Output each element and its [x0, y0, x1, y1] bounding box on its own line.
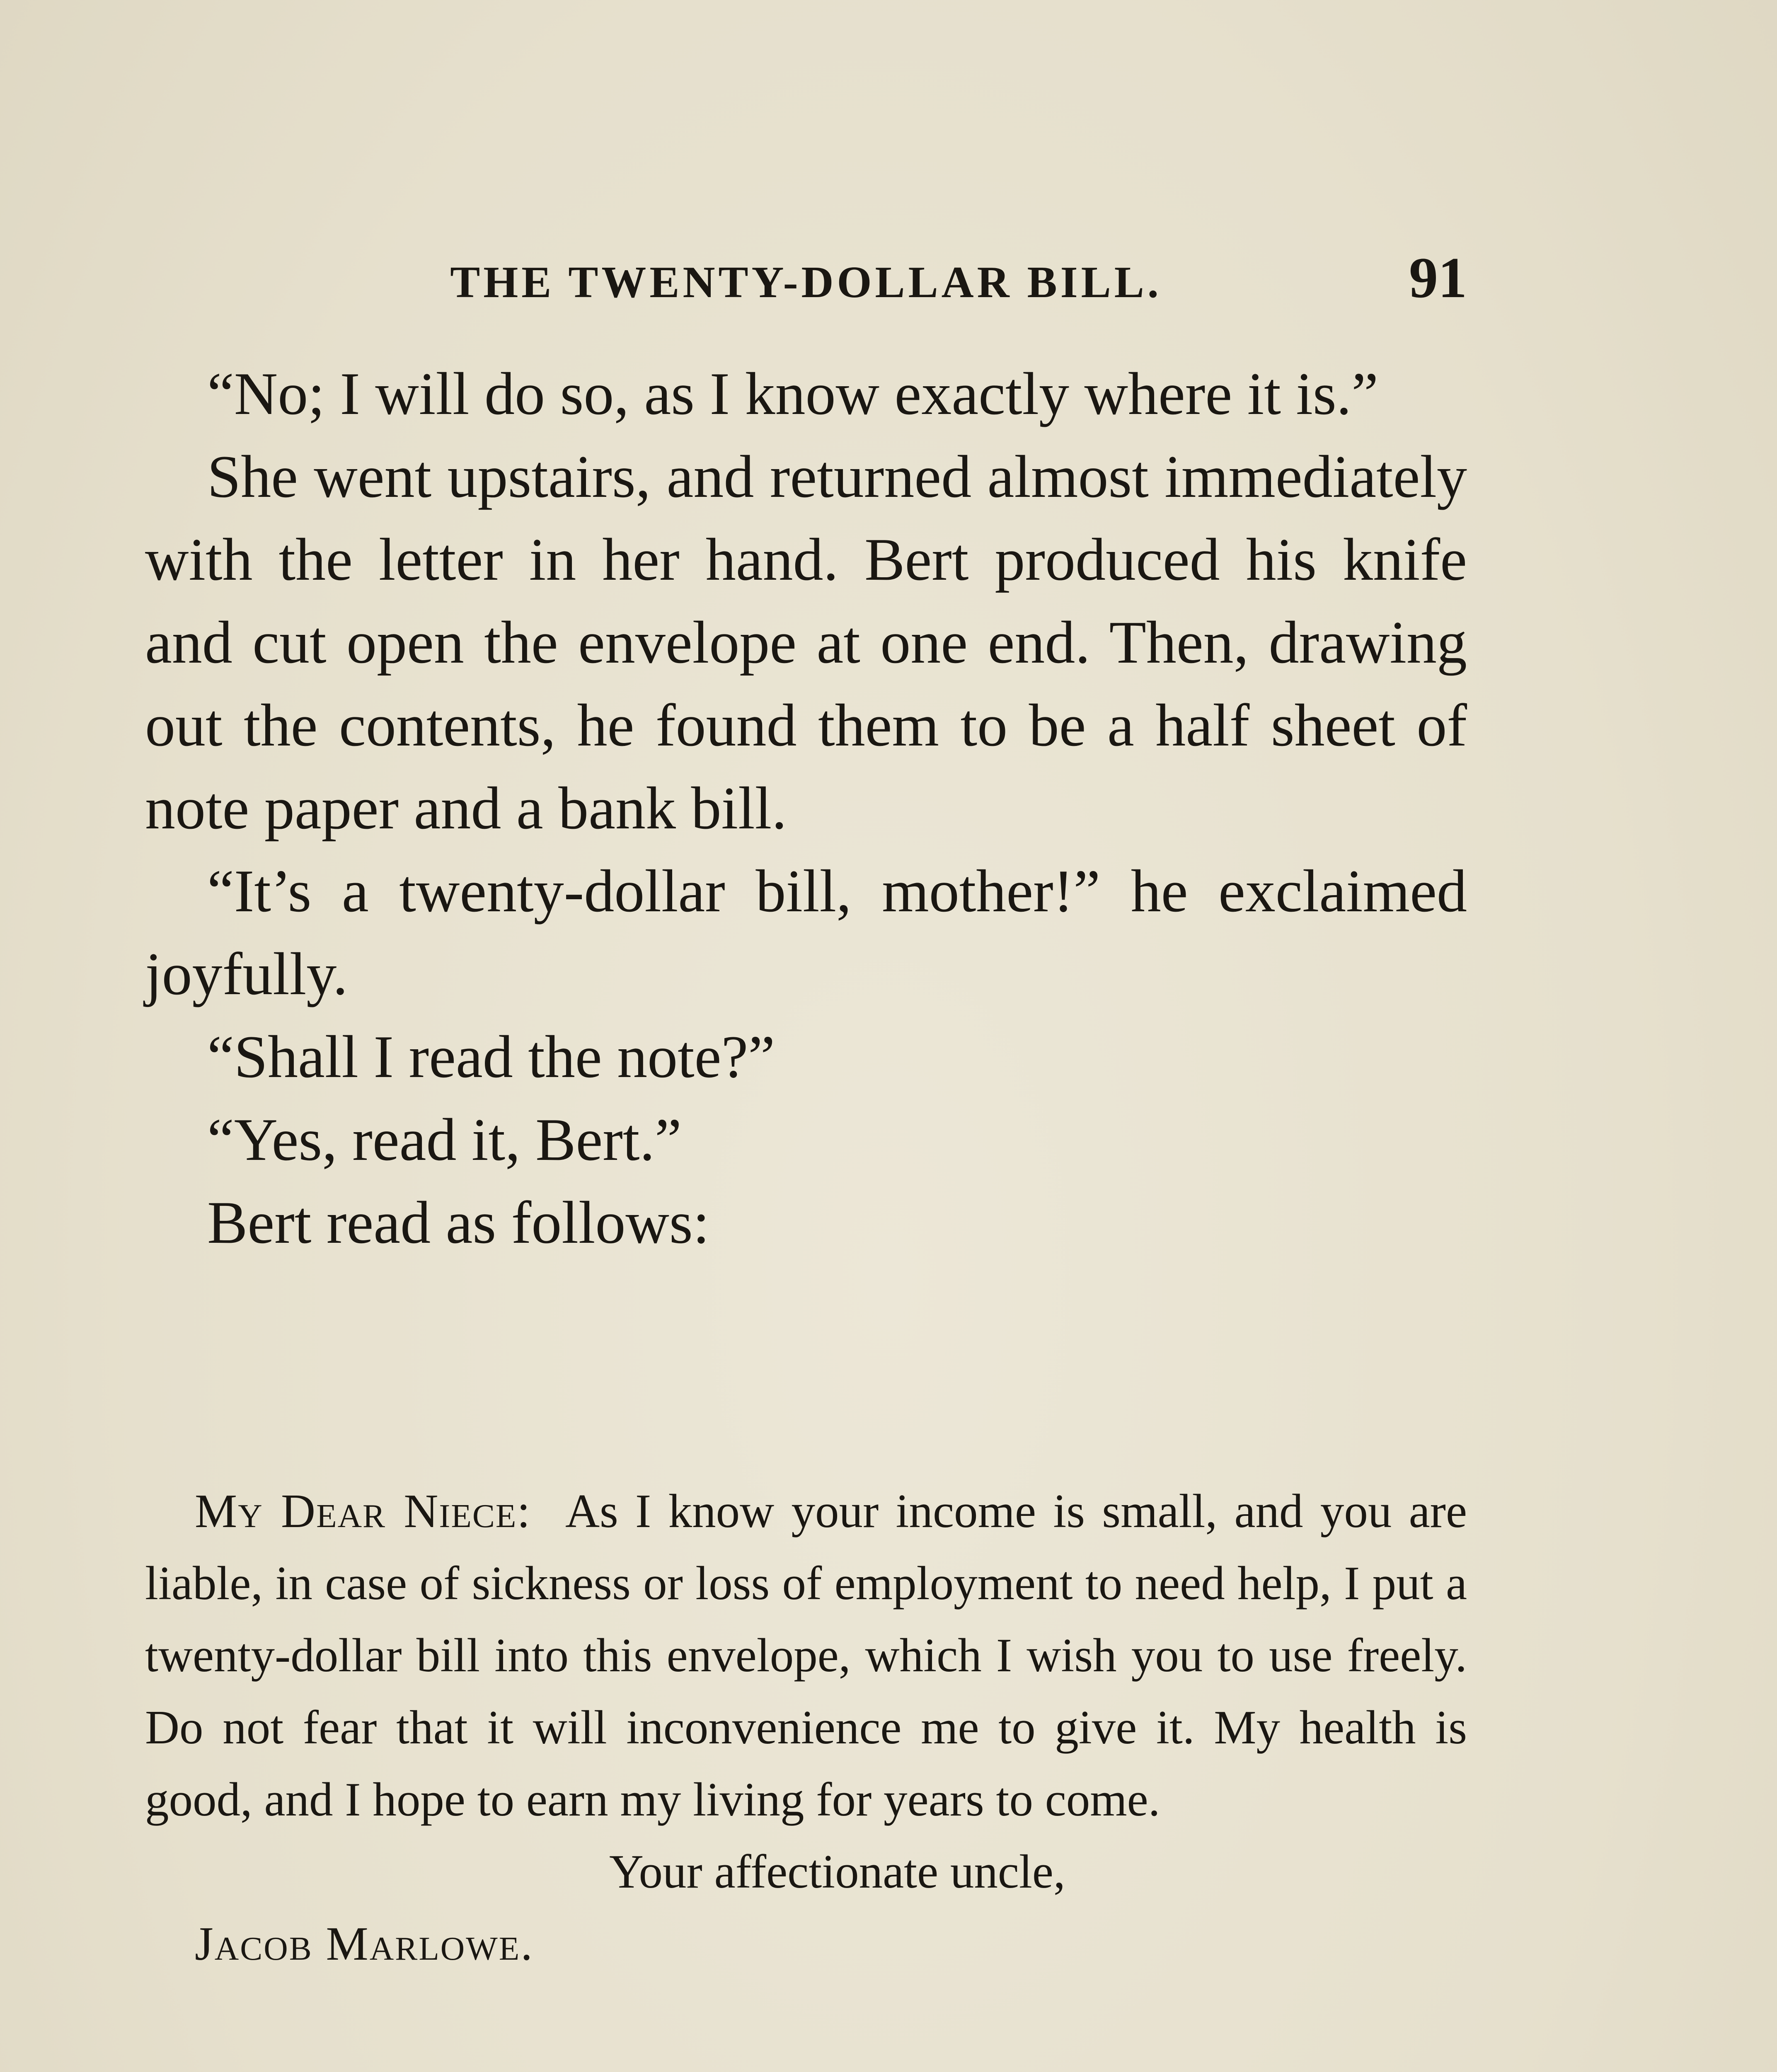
letter-block: [145, 1475, 1467, 1980]
page-header: [145, 244, 1467, 319]
paragraph-3: “It’s a twenty-dollar bill, mother!” he exclaimed joyfully.: [145, 857, 1467, 1007]
body-text: [145, 352, 1467, 1264]
paragraph-1: “No; I will do so, as I know exactly where it is.”: [207, 360, 1379, 427]
letter-signature: Jacob Marlowe.: [195, 1917, 534, 1970]
page-number: 91: [1409, 246, 1467, 310]
letter-body-paragraph: [145, 1475, 1467, 1836]
paragraph-5: “Yes, read it, Bert.”: [207, 1106, 682, 1173]
running-head: THE TWENTY-DOLLAR BILL.: [450, 258, 1162, 307]
letter-salutation: My Dear Niece:: [195, 1485, 531, 1537]
paragraph-2: She went upstairs, and returned almost immediately with the letter in her hand. Bert produced his knife and cut open the envelope at one end. Then, drawing out the contents, he found them to be a half sheet of note paper and a bank bill.: [145, 443, 1467, 842]
paragraph-4: “Shall I read the note?”: [207, 1023, 775, 1090]
letter-body: As I know your income is small, and you are liable, in case of sickness or loss of employment to need help, I put a twenty-dollar bill into this envelope, which I wish you to use freely. Do not fear that it will inconvenience me to give it. My health is good, and I hope to earn my living for years to come.: [145, 1485, 1467, 1826]
letter-closing: Your affectionate uncle,: [609, 1845, 1065, 1898]
paragraph-6: Bert read as follows:: [207, 1189, 710, 1256]
